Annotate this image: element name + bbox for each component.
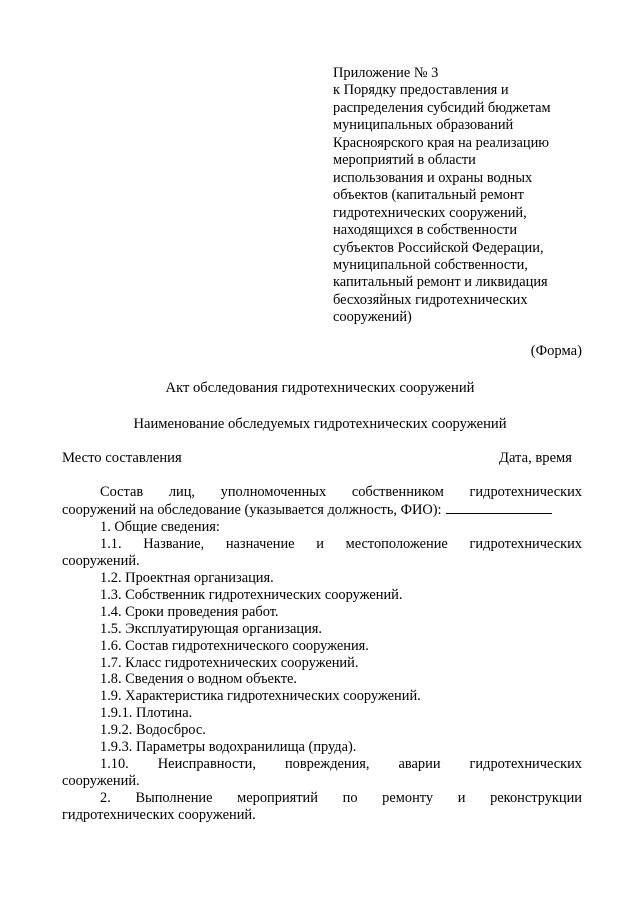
section-1-heading: 1. Общие сведения: — [100, 518, 220, 535]
section-2-cont: гидротехнических сооружений. — [62, 807, 256, 824]
appendix-line: Приложение № 3 — [333, 65, 439, 81]
appendix-line: объектов (капитальный ремонт — [333, 187, 524, 204]
appendix-line: сооружений) — [333, 309, 412, 326]
appendix-line: использования и охраны водных — [333, 169, 533, 186]
section-1-7: 1.7. Класс гидротехнических сооружений. — [100, 654, 359, 671]
section-1-9-1: 1.9.1. Плотина. — [100, 705, 193, 722]
section-1-9-3: 1.9.3. Параметры водохранилища (пруда). — [100, 739, 357, 756]
section-1-8: 1.8. Сведения о водном объекте. — [100, 671, 297, 688]
section-1-3: 1.3. Собственник гидротехнических сооружений. — [100, 586, 403, 603]
datetime-label: Дата, время — [499, 450, 572, 466]
section-1-4: 1.4. Сроки проведения работ. — [100, 603, 279, 620]
signature-blank-line — [446, 501, 552, 514]
appendix-line: субъектов Российской Федерации, — [333, 239, 544, 256]
form-label: (Форма) — [530, 343, 582, 359]
composition-line: Состав лиц, уполномоченных собственником гидротехнических — [100, 484, 582, 500]
composition-text: сооружений на обследование (указывается должность, ФИО): — [62, 501, 442, 518]
section-1-10: 1.10. Неисправности, повреждения, аварии гидротехнических — [100, 756, 582, 773]
section-1-2: 1.2. Проектная организация. — [100, 569, 274, 586]
appendix-line: распределения субсидий бюджетам — [333, 99, 551, 116]
appendix-line: муниципальных образований — [333, 117, 514, 134]
appendix-line: к Порядку предоставления и — [333, 82, 509, 99]
appendix-line: капитальный ремонт и ликвидация — [333, 274, 548, 291]
section-1-10-cont: сооружений. — [62, 773, 140, 790]
appendix-line: Красноярского края на реализацию — [333, 134, 550, 151]
section-1-9: 1.9. Характеристика гидротехнических сооружений. — [100, 688, 421, 705]
appendix-line: мероприятий в области — [333, 152, 476, 169]
appendix-line: гидротехнических сооружений, — [333, 204, 527, 221]
document-body — [62, 484, 582, 824]
section-1-6: 1.6. Состав гидротехнического сооружения. — [100, 637, 369, 654]
section-1-1: 1.1. Название, назначение и местоположение гидротехнических — [100, 535, 582, 552]
section-2: 2. Выполнение мероприятий по ремонту и реконструкции — [100, 790, 582, 807]
appendix-line: муниципальной собственности, — [333, 256, 528, 273]
composition-line — [62, 501, 582, 519]
place-label: Место составления — [62, 450, 182, 466]
section-1-1-cont: сооружений. — [62, 552, 140, 569]
section-1-5: 1.5. Эксплуатирующая организация. — [100, 620, 323, 637]
section-1-9-2: 1.9.2. Водосброс. — [100, 722, 206, 739]
appendix-line: находящихся в собственности — [333, 222, 518, 239]
appendix-line: бесхозяйных гидротехнических — [333, 291, 528, 308]
document-title: Акт обследования гидротехнических сооружений — [165, 380, 475, 396]
document-subtitle: Наименование обследуемых гидротехнических сооружений — [133, 416, 507, 432]
appendix-header — [333, 65, 593, 327]
